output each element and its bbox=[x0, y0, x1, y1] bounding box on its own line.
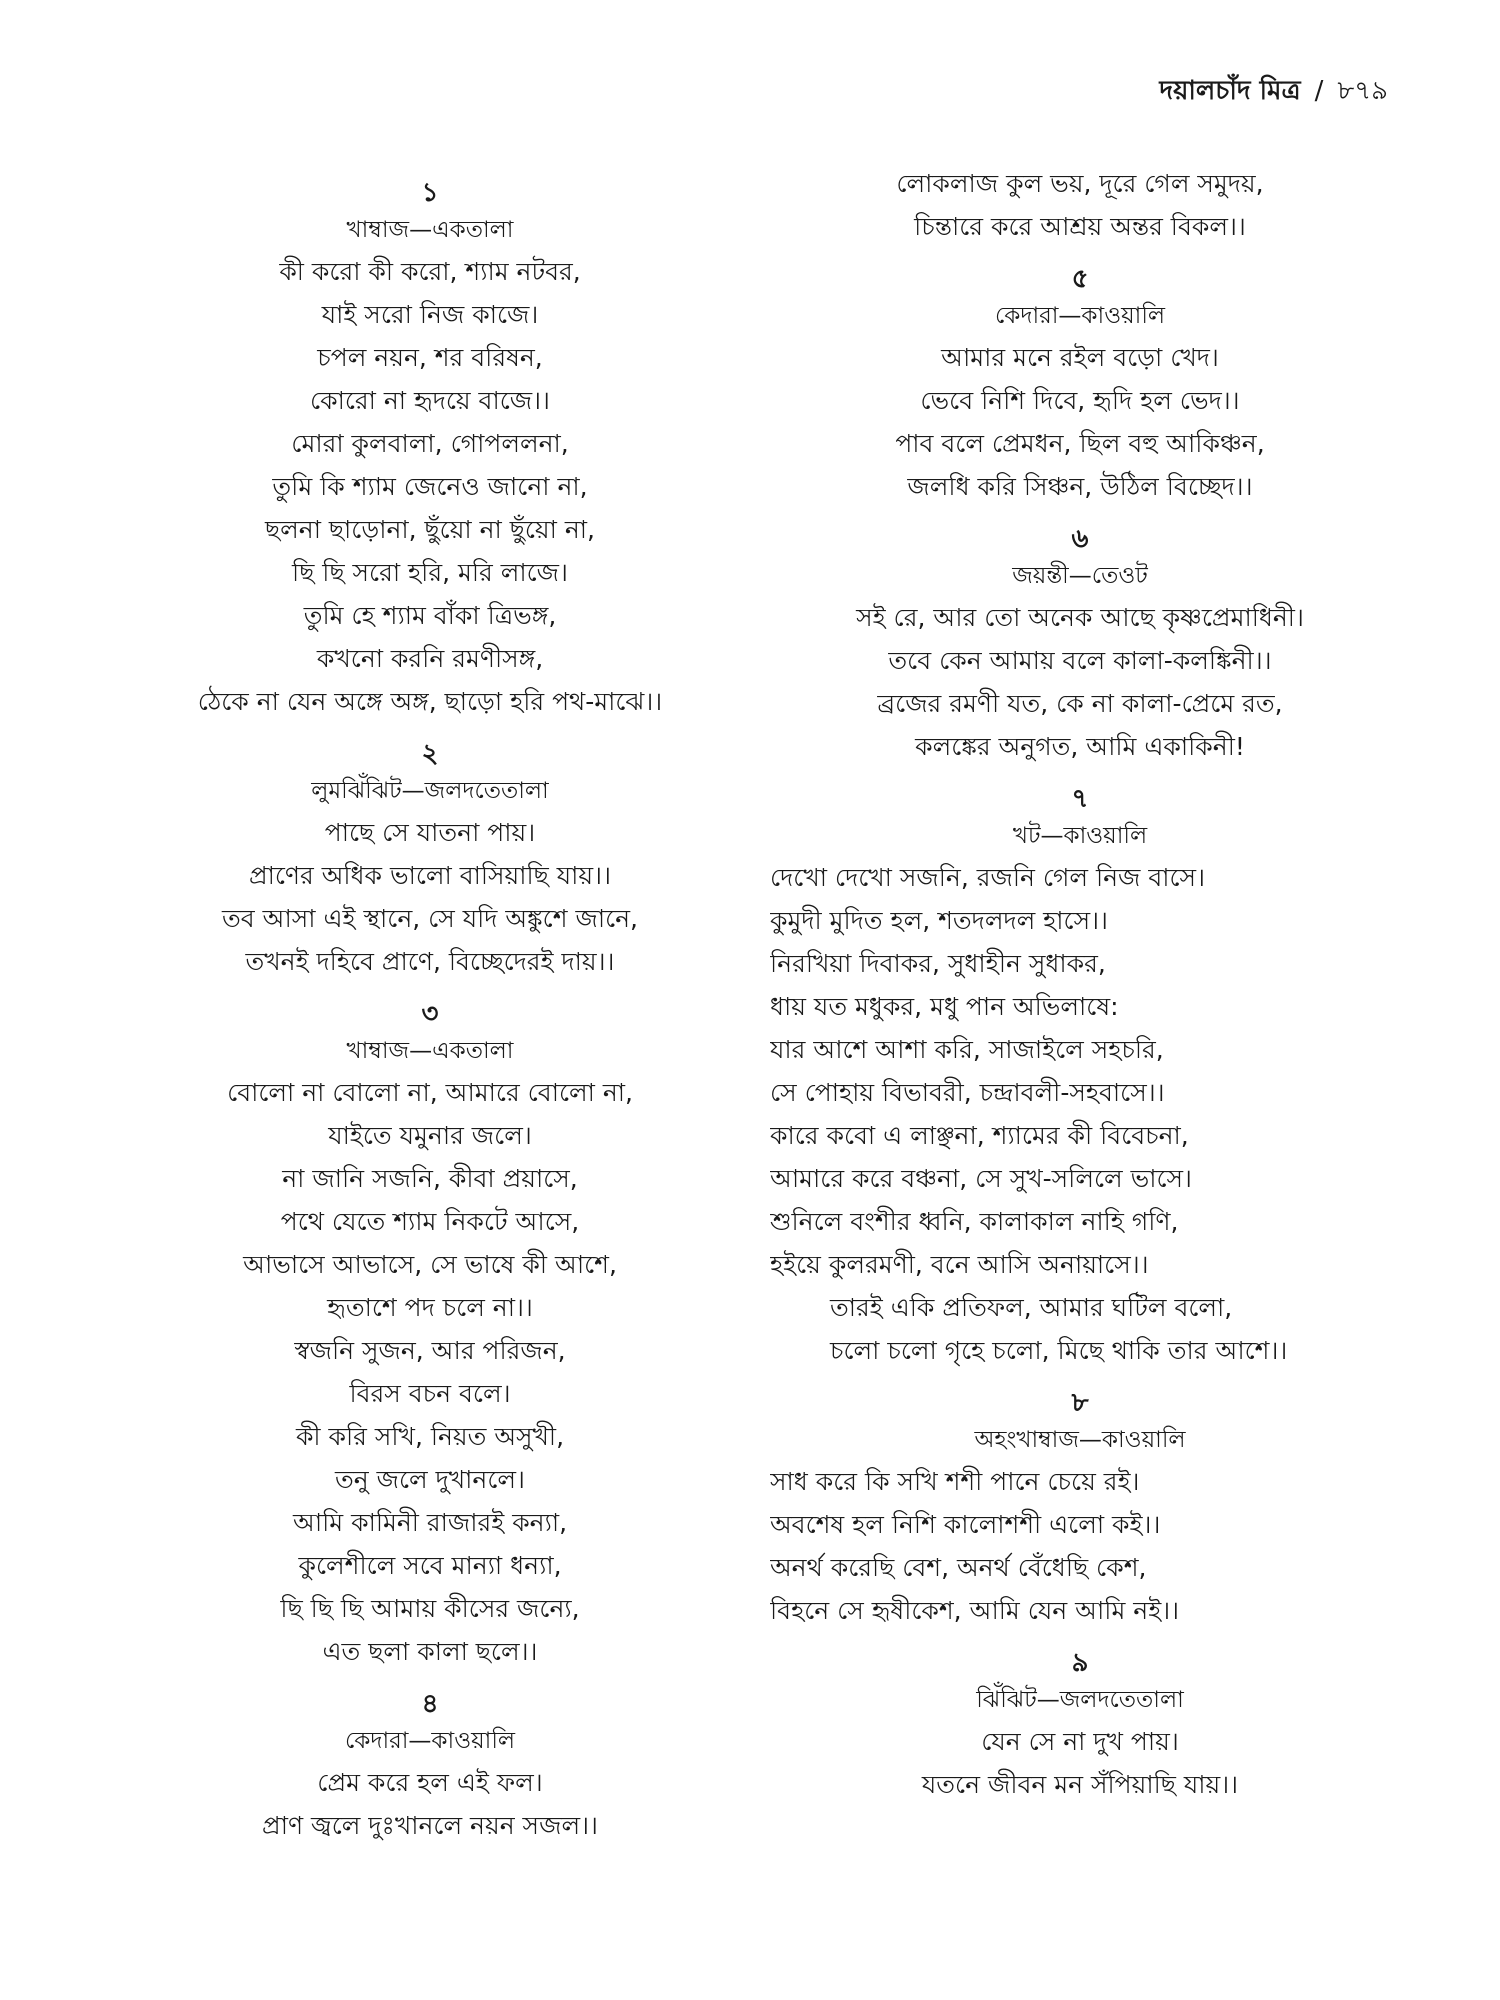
verse-line: কুলেশীলে সবে মান্যা ধন্যা, bbox=[298, 1551, 562, 1580]
song-block bbox=[120, 176, 740, 723]
song-block bbox=[770, 1646, 1390, 1806]
song-number: ৯ bbox=[1071, 1648, 1089, 1678]
verse-line: তুমি কি শ্যাম জেনেও জানো না, bbox=[272, 472, 588, 501]
header-author: দয়ালচাঁদ মিত্র bbox=[1159, 76, 1301, 106]
song-block bbox=[120, 997, 740, 1673]
verse-line: লোকলাজ কুল ভয়, দূরে গেল সমুদয়, bbox=[896, 169, 1264, 198]
header-separator: / bbox=[1314, 76, 1324, 106]
verse-line: কী করো কী করো, শ্যাম নটবর, bbox=[279, 257, 581, 286]
song-block bbox=[770, 162, 1390, 248]
verse-line: জলধি করি সিঞ্চন, উঠিল বিচ্ছেদ।। bbox=[907, 472, 1253, 501]
song-block bbox=[120, 1687, 740, 1847]
verse-line: বিহনে সে হৃষীকেশ, আমি যেন আমি নই।। bbox=[770, 1596, 1180, 1625]
verse-line: তব আসা এই স্থানে, সে যদি অঙ্কুশে জানে, bbox=[222, 904, 638, 933]
verse-line: তবে কেন আমায় বলে কালা-কলঙ্কিনী।। bbox=[888, 646, 1272, 675]
verse-line: আমার মনে রইল বড়ো খেদ। bbox=[941, 343, 1219, 372]
song-number: ৩ bbox=[421, 999, 439, 1029]
verse-line: আমি কামিনী রাজারই কন্যা, bbox=[292, 1508, 568, 1537]
verse-line: তারই একি প্রতিফল, আমার ঘটিল বলো, bbox=[830, 1293, 1233, 1322]
song-number: ৫ bbox=[1071, 264, 1089, 294]
verse-line: প্রাণ জ্বলে দুঃখানলে নয়ন সজল।। bbox=[262, 1811, 598, 1840]
verse-line: তখনই দহিবে প্রাণে, বিচ্ছেদেরই দায়।। bbox=[245, 947, 615, 976]
left-column bbox=[120, 162, 740, 1847]
song-block bbox=[770, 782, 1390, 1372]
verse-line: অনর্থ করেছি বেশ, অনর্থ বেঁধেছি কেশ, bbox=[770, 1553, 1147, 1582]
verse-line: ঠেকে না যেন অঙ্গে অঙ্গ, ছাড়ো হরি পথ-মাঝে।। bbox=[197, 687, 663, 716]
verse-line: যেন সে না দুখ পায়। bbox=[981, 1727, 1179, 1756]
verse-line: আমারে করে বঞ্চনা, সে সুখ-সলিলে ভাসে। bbox=[770, 1164, 1192, 1193]
verse-line: হইয়ে কুলরমণী, বনে আসি অনায়াসে।। bbox=[770, 1250, 1149, 1279]
verse-line: আভাসে আভাসে, সে ভাষে কী আশে, bbox=[243, 1250, 617, 1279]
verse-line: যাই সরো নিজ কাজে। bbox=[321, 300, 539, 329]
verse-line: কুমুদী মুদিত হল, শতদলদল হাসে।। bbox=[770, 906, 1108, 935]
right-column bbox=[770, 162, 1390, 1806]
verse-line: অবশেষ হল নিশি কালোশশী এলো কই।। bbox=[770, 1510, 1161, 1539]
verse-line: কখনো করনি রমণীসঙ্গ, bbox=[316, 644, 544, 673]
song-number: ৮ bbox=[1071, 1388, 1089, 1418]
verse-line: চলো চলো গৃহে চলো, মিছে থাকি তার আশে।। bbox=[830, 1336, 1288, 1365]
song-number: ৬ bbox=[1071, 524, 1089, 554]
verse-line: শুনিলে বংশীর ধ্বনি, কালাকাল নাহি গণি, bbox=[770, 1207, 1179, 1236]
verse-line: সাধ করে কি সখি শশী পানে চেয়ে রই। bbox=[770, 1467, 1140, 1496]
verse-line: না জানি সজনি, কীবা প্রয়াসে, bbox=[282, 1164, 578, 1193]
raga-tala: লুমঝিঁঝিট—জলদতেতালা bbox=[311, 778, 549, 804]
raga-tala: জয়ন্তী—তেওট bbox=[1012, 563, 1148, 589]
verse-line: চপল নয়ন, শর বরিষন, bbox=[317, 343, 543, 372]
verse-line: কী করি সখি, নিয়ত অসুখী, bbox=[295, 1422, 565, 1451]
raga-tala: কেদারা—কাওয়ালি bbox=[344, 1728, 516, 1754]
verse-line: কারে কবো এ লাঞ্ছনা, শ্যামের কী বিবেচনা, bbox=[770, 1121, 1189, 1150]
verse-line: ছি ছি সরো হরি, মরি লাজে। bbox=[292, 558, 568, 587]
raga-tala: খাম্বাজ—একতালা bbox=[346, 217, 514, 243]
verse-line: মোরা কুলবালা, গোপললনা, bbox=[291, 429, 569, 458]
verse-line: এত ছলা কালা ছলে।। bbox=[322, 1637, 538, 1666]
verse-line: তুমি হে শ্যাম বাঁকা ত্রিভঙ্গ, bbox=[303, 601, 557, 630]
verse-line: নিরখিয়া দিবাকর, সুধাহীন সুধাকর, bbox=[770, 949, 1106, 978]
verse-line: ব্রজের রমণী যত, কে না কালা-প্রেমে রত, bbox=[877, 689, 1283, 718]
running-header bbox=[1159, 70, 1388, 114]
verse-line: চিন্তারে করে আশ্রয় অন্তর বিকল।। bbox=[914, 212, 1246, 241]
verse-line: যতনে জীবন মন সঁপিয়াছি যায়।। bbox=[921, 1770, 1239, 1799]
verse-line: প্রেম করে হল এই ফল। bbox=[317, 1768, 543, 1797]
song-block bbox=[770, 522, 1390, 768]
verse-line: কোরো না হৃদয়ে বাজে।। bbox=[310, 386, 550, 415]
verse-line: তনু জলে দুখানলে। bbox=[335, 1465, 525, 1494]
verse-line: প্রাণের অধিক ভালো বাসিয়াছি যায়।। bbox=[248, 861, 612, 890]
verse-line: যার আশে আশা করি, সাজাইলে সহচরি, bbox=[770, 1035, 1164, 1064]
song-block bbox=[770, 1386, 1390, 1632]
verse-line: বিরস বচন বলে। bbox=[349, 1379, 511, 1408]
verse-line: ছলনা ছাড়োনা, ছুঁয়ো না ছুঁয়ো না, bbox=[265, 515, 595, 544]
page-number: ৮৭৯ bbox=[1337, 76, 1388, 106]
verse-line: দেখো দেখো সজনি, রজনি গেল নিজ বাসে। bbox=[770, 863, 1206, 892]
verse-line: কলঙ্কের অনুগত, আমি একাকিনী! bbox=[915, 732, 1245, 761]
raga-tala: ঝিঁঝিট—জলদতেতালা bbox=[976, 1687, 1184, 1713]
song-number: ১ bbox=[421, 178, 439, 208]
verse-line: ছি ছি ছি আমায় কীসের জন্যে, bbox=[280, 1594, 580, 1623]
verse-line: ধায় যত মধুকর, মধু পান অভিলাষে: bbox=[770, 992, 1119, 1021]
verse-line: সই রে, আর তো অনেক আছে কৃষ্ণপ্রেমাধিনী। bbox=[856, 603, 1304, 632]
verse-line: হৃতাশে পদ চলে না।। bbox=[327, 1293, 533, 1322]
raga-tala: কেদারা—কাওয়ালি bbox=[994, 303, 1166, 329]
song-number: ২ bbox=[421, 739, 439, 769]
raga-tala: খাম্বাজ—একতালা bbox=[346, 1038, 514, 1064]
verse-line: পাছে সে যাতনা পায়। bbox=[324, 818, 536, 847]
song-number: ৪ bbox=[421, 1689, 439, 1719]
verse-line: স্বজনি সুজন, আর পরিজন, bbox=[294, 1336, 566, 1365]
verse-line: বোলো না বোলো না, আমারে বোলো না, bbox=[227, 1078, 633, 1107]
verse-line: সে পোহায় বিভাবরী, চন্দ্রাবলী-সহবাসে।। bbox=[770, 1078, 1165, 1107]
raga-tala: অহংখাম্বাজ—কাওয়ালি bbox=[974, 1427, 1186, 1453]
verse-line: ভেবে নিশি দিবে, হৃদি হল ভেদ।। bbox=[920, 386, 1240, 415]
verse-line: যাইতে যমুনার জলে। bbox=[328, 1121, 532, 1150]
song-block bbox=[770, 262, 1390, 508]
raga-tala: খট—কাওয়ালি bbox=[1012, 823, 1148, 849]
song-number: ৭ bbox=[1071, 784, 1089, 814]
verse-line: পাব বলে প্রেমধন, ছিল বহু আকিঞ্চন, bbox=[895, 429, 1265, 458]
song-block bbox=[120, 737, 740, 983]
verse-line: পথে যেতে শ্যাম নিকটে আসে, bbox=[280, 1207, 580, 1236]
